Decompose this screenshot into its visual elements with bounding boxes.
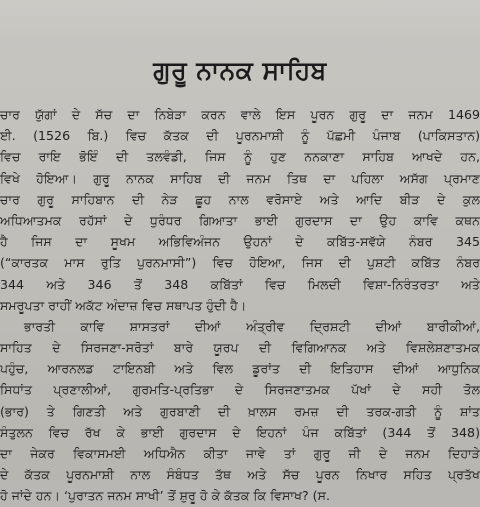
text-line: ਦੇ ਕੱਤਕ ਪੂਰਨਮਾਸ਼ੀ ਨਾਲ ਸੰਬੰਧਤ ਤੱਥ ਅਤੇ ਸੱਚ ਪੂਰਨ ਨਿਖਾਰ ਸਹਿਤ ਪ੍ਰਤੱਖ (0, 467, 480, 483)
text-line: ਹੋ ਜਾਂਦੇ ਹਨ। ‘ਪੁਰਾਤਨ ਜਨਮ ਸਾਖੀ’ ਤੋਂ ਸ਼ੁਰੂ ਹੋ ਕੇ ਕੱਤਕ ਕਿ ਵਿਸਾਖ? (ਸ. (0, 488, 330, 504)
paragraph-2 (0, 316, 480, 507)
text-line: ਅਧਿਆਤਮਕ ਰਹੱਸਾਂ ਦੇ ਧੁਰੰਧਰ ਗਿਆਤਾ ਭਾਈ ਗੁਰਦਾਸ ਦਾ ਉਹ ਕਾਵਿ ਕਥਨ (0, 212, 480, 228)
text-line: ਵਿਚ ਰਾਇ ਭੋਇੰ ਦੀ ਤਲਵੰਡੀ, ਜਿਸ ਨੂੰ ਹੁਣ ਨਨਕਾਣਾ ਸਾਹਿਬ ਆਖਦੇ ਹਨ, (0, 149, 480, 165)
chapter-title: ਗੁਰੂ ਨਾਨਕ ਸਾਹਿਬ (153, 56, 327, 85)
text-line: ਸਾਹਿਤ ਦੇ ਸਿਰਜਣਾ-ਸਰੋਤਾਂ ਬਾਰੇ ਯੂਰਪ ਦੀ ਵਿਗਿਆਨਕ ਅਤੇ ਵਿਸ਼ਲੇਸ਼ਣਾਤਮਕ (0, 340, 480, 356)
paragraph-1 (0, 104, 480, 316)
text-line: ਸਮਰੂਪਤਾ ਰਾਹੀਂ ਅਕੱਟ ਅੰਦਾਜ਼ ਵਿਚ ਸਥਾਪਤ ਹੁੰਦੀ ਹੈ। (0, 297, 247, 313)
text-line: ਭਾਰਤੀ ਕਾਵਿ ਸ਼ਾਸਤਰਾਂ ਦੀਆਂ ਅੰਤ੍ਰੀਵ ਦ੍ਰਿਸ਼ਟੀ ਦੀਆਂ ਬਾਰੀਕੀਆਂ, (24, 318, 480, 334)
text-line: ਦਾ ਜੇਕਰ ਵਿਕਾਸਮਈ ਅਧਿਐਨ ਕੀਤਾ ਜਾਵੇ ਤਾਂ ਗੁਰੂ ਜੀ ਦੇ ਜਨਮ ਦਿਹਾੜੇ (0, 446, 480, 461)
text-line: ਈ. (1526 ਬਿ.) ਵਿਚ ਕੱਤਕ ਦੀ ਪੂਰਨਮਾਸ਼ੀ ਨੂੰ ਪੱਛਮੀ ਪੰਜਾਬ (ਪਾਕਿਸਤਾਨ) (0, 128, 480, 144)
text-line: ਸਿਧਾਂਤ ਪ੍ਰਣਾਲੀਆਂ, ਗੁਰਮਤਿ-ਪ੍ਰਤਿਭਾ ਦੇ ਸਿਰਜਣਾਤਮਕ ਪੱਖਾਂ ਦੇ ਸਹੀ ਤੋਲ (0, 382, 480, 398)
show-through-text (0, 0, 480, 40)
text-line: ਚਾਰ ਗੁਰੂ ਸਾਹਿਬਾਨ ਦੀ ਨੇੜ ਛੂਹ ਨਾਲ ਵਰੋਸਾਏ ਅਤੇ ਆਦਿ ਬੀੜ ਦੇ ਕੁਲ (0, 191, 480, 207)
text-line: (“ਕਾਰਤਕ ਮਾਸ ਰੁਤਿ ਪੁਰਨਮਾਸੀ”) ਵਿਚ ਹੋਇਆ, ਜਿਸ ਦੀ ਪੁਸ਼ਟੀ ਕਬਿੱਤ ਨੰਬਰ (0, 255, 480, 271)
text-line: ਵਿਖੇ ਹੋਇਆ। ਗੁਰੂ ਨਾਨਕ ਸਾਹਿਬ ਦੀ ਜਨਮ ਤਿਥ ਦਾ ਪਹਿਲਾ ਅਸੱਗ ਪ੍ਰਮਾਣ (0, 170, 480, 186)
text-line: ਚਾਰ ਯੁੱਗਾਂ ਦੇ ਸੱਚ ਦਾ ਨਿਬੇੜਾ ਕਰਨ ਵਾਲੇ ਇਸ ਪੂਰਨ ਗੁਰੂ ਦਾ ਜਨਮ 1469 (0, 107, 480, 122)
text-line: ਸੰਤੁਲਨ ਵਿਚ ਰੱਖ ਕੇ ਭਾਈ ਗੁਰਦਾਸ ਦੇ ਇਹਨਾਂ ਪੰਜ ਕਬਿੱਤਾਂ (344 ਤੋਂ 348) (0, 424, 480, 440)
text-line: (ਭਾਰ) ਤੇ ਗਿਣਤੀ ਅਤੇ ਗੁਰਬਾਣੀ ਦੀ ਖ਼ਾਲਸ ਰਮਜ਼ ਦੀ ਤਰਕ-ਗਤੀ ਨੂੰ ਸ਼ਾਂਤ (0, 403, 480, 419)
text-line: ਪਹੁੰਚ, ਆਰਨਲਡ ਟਾਇਨਬੀ ਅਤੇ ਵਿਲ ਡੂਰਾਂਤ ਦੀ ਇਤਿਹਾਸ ਦੀਆਂ ਆਧੁਨਿਕ (0, 361, 480, 377)
text-line: ਹੈ ਜਿਸ ਦਾ ਸੂਖਮ ਅਭਿਵਿਅੰਜਨ ਉਹਨਾਂ ਦੇ ਕਬਿੱਤ-ਸਵੱਯੇ ਨੰਬਰ 345 (0, 234, 480, 250)
body-text (0, 104, 480, 507)
text-line: 344 ਅਤੇ 346 ਤੋਂ 348 ਕਬਿੱਤਾਂ ਵਿਚ ਮਿਲਦੀ ਵਿਸ਼ਾ-ਨਿਰੰਤਰਤਾ ਅਤੇ (0, 276, 480, 292)
